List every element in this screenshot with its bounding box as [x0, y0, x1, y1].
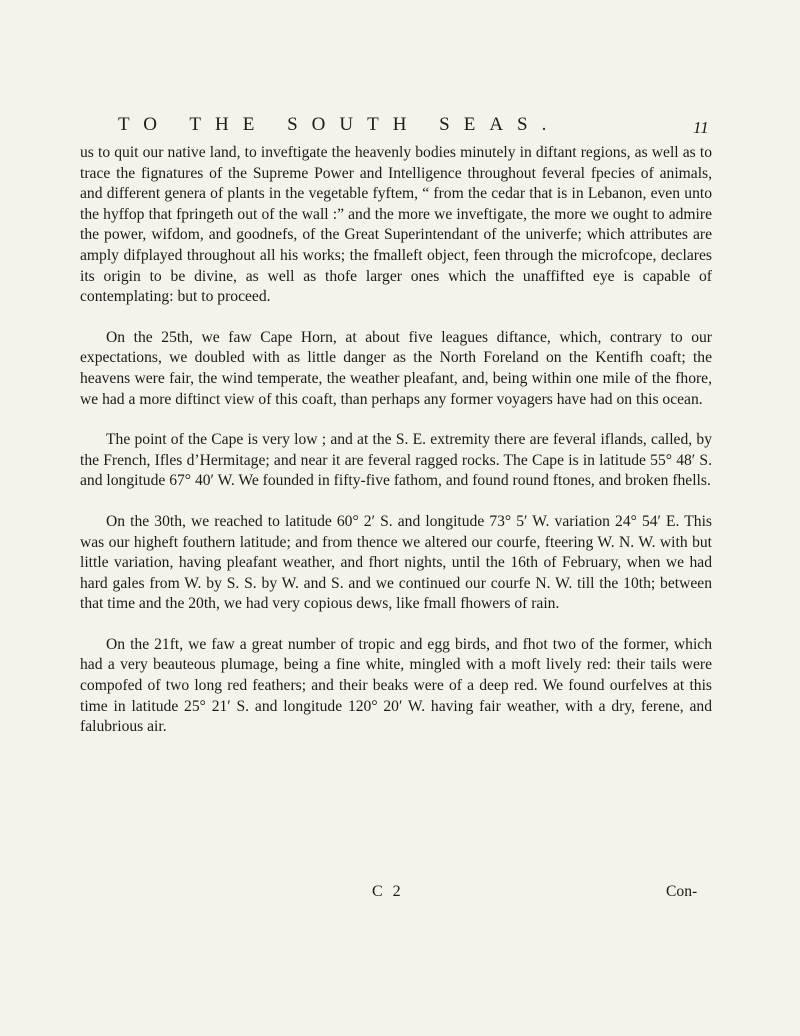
running-title: TO THE SOUTH SEAS.	[118, 114, 561, 135]
paragraph-cape-horn: On the 25th, we faw Cape Horn, at about five leagues diftance, which, contrary to our expectations, we doubled with as little danger as the North Foreland on the Kentifh coaft; the heavens were fair, the wind temperate, the weather pleafant, and, being within one mile of the fhore, we had a more diftinct view of this coaft, than perhaps any former voyagers have had on this ocean.	[80, 328, 712, 408]
page-number: 11	[693, 118, 709, 137]
paragraph-tropic-birds: On the 21ft, we faw a great number of tropic and egg birds, and fhot two of the former, which had a very beauteous plumage, being a fine white, mingled with a moft lively red: their tails were compofed of two long red feathers; and their beaks were of a deep red. We found ourfelves at this time in latitude 25° 21′ S. and longitude 120° 20′ W. having fair weather, with a dry, ferene, and falubrious air.	[80, 635, 712, 736]
catchword: Con-	[666, 883, 698, 900]
paragraph-southern-latitude: On the 30th, we reached to latitude 60° 2′ S. and longitude 73° 5′ W. variation 24° 54′ E. This was our higheft fouthern latitude; and from thence we altered our courfe, fteering W. N. W. with but little variation, having pleafant weather, and fhort nights, until the 16th of February, when we had hard gales from W. by S. S. by W. and S. and we continued our courfe N. W. till the 10th; between that time and the 20th, we had very copious dews, like fmall fhowers of rain.	[80, 512, 712, 613]
signature-mark: C 2	[372, 883, 404, 900]
paragraph-cape-point: The point of the Cape is very low ; and at the S. E. extremity there are feveral iflands, called, by the French, Ifles d’Hermitage; and near it are feveral ragged rocks. The Cape is in latitude 55° 48′ S. and longitude 67° 40′ W. We founded in fifty-five fathom, and found round ftones, and broken fhells.	[80, 431, 712, 490]
paragraph-continued: us to quit our native land, to inveftigate the heavenly bodies minutely in diftant regions, as well as to trace the fignatures of the Supreme Power and Intelligence throughout feveral fpecies of animals, and different genera of plants in the vegetable fyftem, “ from the cedar that is in Lebanon, even unto the hyffop that fpringeth out of the wall :” and the more we inveftigate, the more we ought to admire the power, wifdom, and goodnefs, of the Great Superintendant of the univerfe; which attributes are amply difplayed throughout all his works; the fmalleft object, feen through the microfcope, declares its origin to be divine, as well as thofe larger ones which the unaffifted eye is capable of contemplating: but to proceed.	[80, 144, 712, 306]
page-body	[80, 143, 712, 758]
